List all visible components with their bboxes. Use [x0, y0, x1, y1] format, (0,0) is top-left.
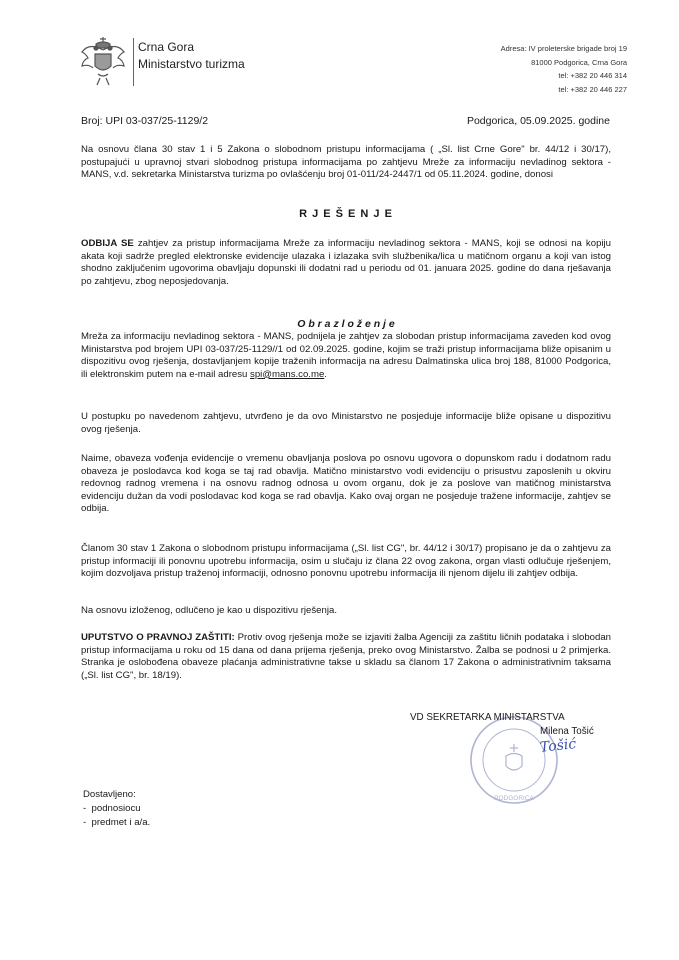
signatory-name: Milena Tošić [540, 726, 594, 737]
stamp-text: PODGORICA [494, 795, 534, 802]
handwritten-signature: Tošić [539, 736, 577, 756]
delivered-item-2: predmet i a/a. [91, 817, 151, 828]
decision-paragraph [81, 238, 611, 288]
address-line-2: 81000 Podgorica, Crna Gora [531, 57, 627, 67]
reasoning-paragraph-1 [81, 331, 611, 381]
document-title: R J E Š E N J E [299, 208, 393, 220]
coat-of-arms-emblem [80, 36, 126, 88]
ministry-name: Ministarstvo turizma [138, 57, 245, 71]
legal-remedy-lead: UPUTSTVO O PRAVNOJ ZAŠTITI: [81, 632, 235, 643]
contact-block [501, 42, 627, 96]
document-number: Broj: UPI 03-037/25-1129/2 [81, 115, 209, 127]
reasoning-p1-end: . [324, 368, 327, 380]
signatory-title: VD SEKRETARKA MINISTARSTVA [410, 712, 565, 723]
legal-remedy-text: Protiv ovog rješenja može se izjaviti žalba Agenciji za zaštitu ličnih podataka i slobodan pristup informacijama u roku od 15 dana od dana prijema rješenja, preko ovog Ministarstvo. Žalba se podnosi u 2 primjerka. Stranka je oslobođena obaveze plaćanja administrativne takse u skladu sa članom 17 Zakona o administrativnim taksama („Sl. list CG", br. 18/19). [81, 632, 612, 681]
decision-lead: ODBIJA SE [81, 238, 134, 249]
reasoning-paragraph-5: Na osnovu izloženog, odlučeno je kao u dispozitivu rješenja. [81, 605, 337, 616]
address-line-1: Adresa: IV proleterske brigade broj 19 [500, 44, 627, 53]
delivered-label: Dostavljeno: [83, 789, 136, 800]
phone-2: tel: +382 20 446 227 [558, 84, 627, 94]
reasoning-paragraph-3: Naime, obaveza vođenja evidencije o vremenu obavljanja poslova po osnovu ugovora o dopunskom radu i dodatnom radu obaveza je poslodavca kod koga se taj rad obavlja. Matično ministarstvo vodi evidenciju o prisustvu zaposlenih u okviru redovnog radnog vremena i na osnovu radnog odnosa u ovom organu, dok je za poslove van matičnog ministarstva evidenciju dužan da vodi poslodavac kod koga se rad obavlja. Kako ovaj organ ne posjeduje tražene informacije, zahtjev se odbija. [81, 453, 611, 515]
list-item: - predmet i a/a. [83, 817, 151, 828]
country-name: Crna Gora [138, 40, 195, 54]
phone-1: tel: +382 20 446 314 [558, 71, 627, 80]
delivered-item-1: podnosiocu [91, 803, 141, 814]
legal-remedy-paragraph [81, 632, 611, 682]
place-date: Podgorica, 05.09.2025. godine [466, 115, 610, 127]
intro-paragraph: Na osnovu člana 30 stav 1 i 5 Zakona o slobodnom pristupu informacijama ( „Sl. list Crne Gore" br. 44/12 i 30/17), postupajući u upravnoj stvari slobodnog pristupa informacijama po zahtjevu Mreže za informaciju nevladinog sektora - MANS, v.d. sekretarka Ministarstva turizma po ovlašćenju broj 01-011/24-2447/1 od 05.11.2024. godine, donosi [81, 144, 611, 181]
reasoning-paragraph-2: U postupku po navedenom zahtjevu, utvrđeno je da ovo Ministarstvo ne posjeduje informacije bliže opisane u dispozitivu ovog rješenja. [81, 411, 611, 435]
reasoning-paragraph-4: Članom 30 stav 1 Zakona o slobodnom pristupu informacijama („Sl. list CG", br. 44/12 i 30/17) propisano je da o zahtjevu za pristup informaciji ili ponovnu upotrebu informacija, osim u slučaju iz člana 22 ovog zakona, organ vlasti odlučuje rješenjem, kojim dozvoljava pristup traženoj informaciji, odnosno ponovnu upotrebu informacija ili njenom dijelu ili zahtjev odbija. [81, 543, 611, 580]
reasoning-title: O b r a z l o ž e n j e [297, 318, 395, 330]
header-divider [133, 38, 134, 86]
reasoning-p1-text: Mreža za informaciju nevladinog sektora - MANS, podnijela je zahtjev za slobodan pristup informacijama zaveden kod ovog Ministarstva pod brojem UPI 03-037/25-1129//1 od 02.09.2025. godine, kojim se traži pristup informacijama bliže opisanim u dispozitivu ovog rješenja, dostavljanjem kopije traženih informacija na adresu Dalmatinska ulica broj 188, 81000 Podgorica, ili elektronskim putem na e-mail adresu [81, 331, 611, 380]
list-item: - podnosiocu [83, 803, 141, 814]
decision-text: zahtjev za pristup informacijama Mreže za informaciju nevladinog sektora - MANS, koji se odnosi na kopiju akata koji sadrže pregled elektronske evidencije ulazaka i izlazaka svih službenika/lica u matičnom organu a koji van istog shodno zaključenim ugovorima obavljaju dopunski ili dodatni rad u periodu od 01. januara 2025. godine do dana rješavanja po zahtjevu, zbog neposjedovanja. [81, 238, 612, 287]
email-link[interactable]: spi@mans.co.me [250, 368, 325, 380]
